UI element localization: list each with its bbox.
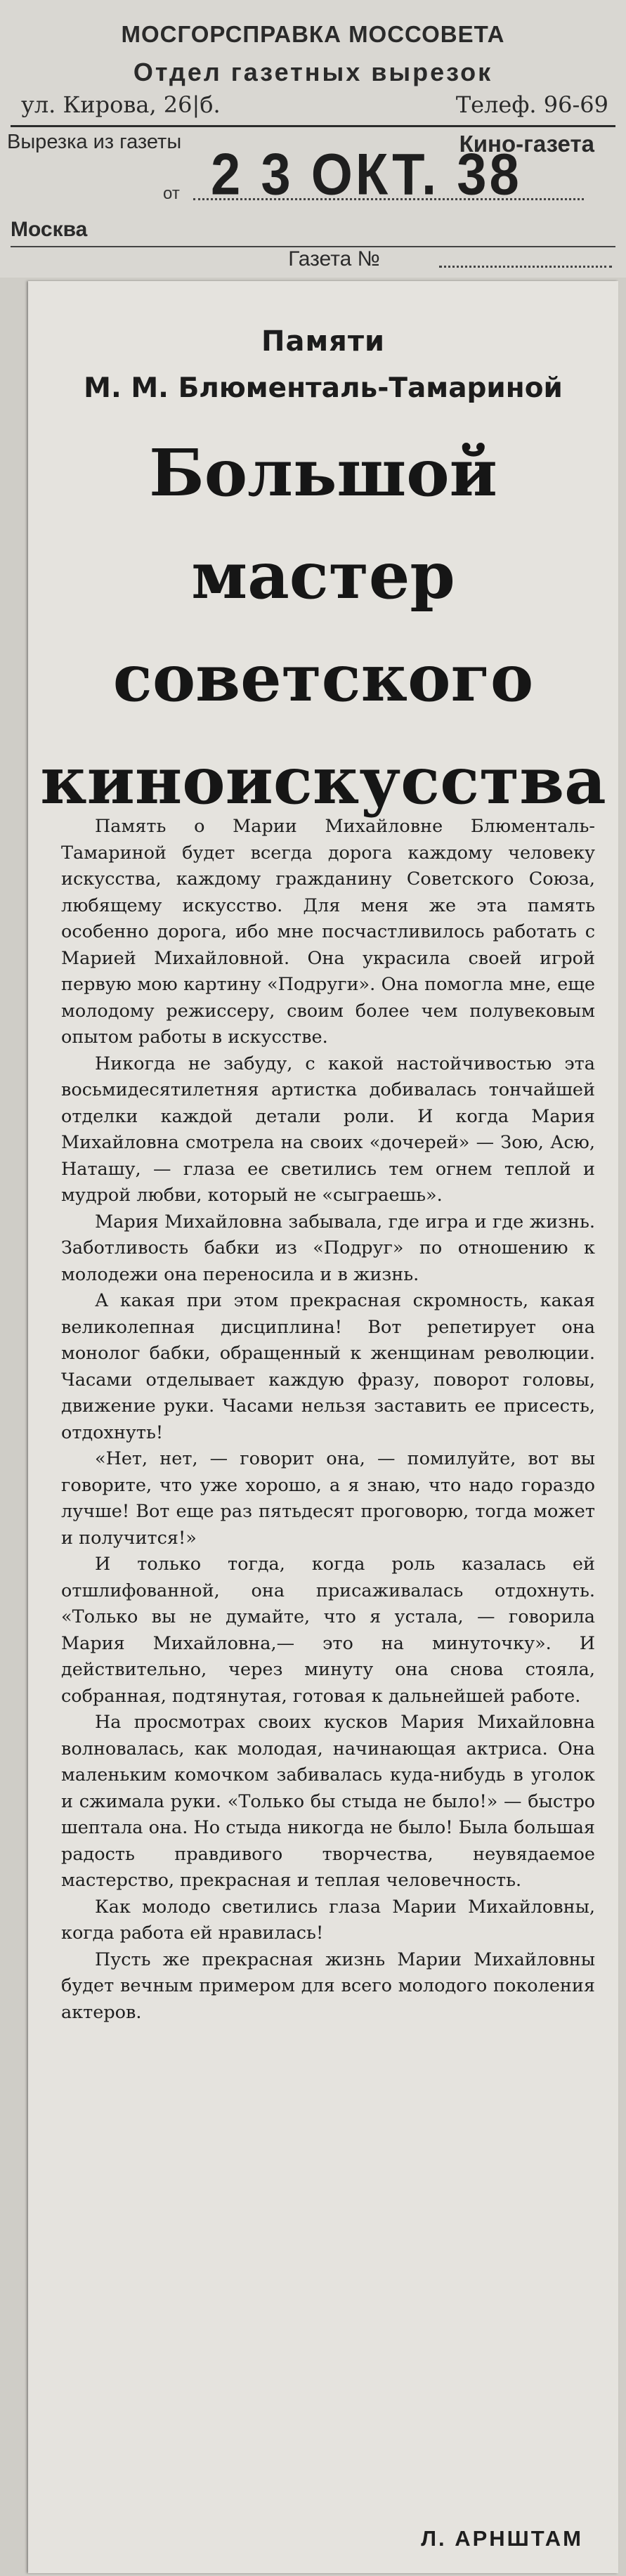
issue-label: Газета №	[288, 247, 380, 271]
date-stamp: 2 3 ОКТ. 38	[211, 141, 522, 208]
paragraph: Мария Михайловна забывала, где игра и где жизнь. Заботливость бабки из «Подруг» по отношению к молодежи она переносила и в жизнь.	[61, 1211, 595, 1285]
date-prefix: от	[163, 184, 180, 203]
paragraph: Никогда не забуду, с какой настойчивостью эта восьмидесятилетняя артистка добивалась тончайшей отделки каждой детали роли. И когда Мария Михайловна смотрела на своих «дочерей» — Зою, Асю, Наташу, — глаза ее светились тем огнем теплой и мудрой любви, который не «сыграешь».	[61, 1053, 595, 1206]
author-signature: Л. АРНШТАМ	[421, 2526, 583, 2551]
paragraph: И только тогда, когда роль казалась ей отшлифованной, она присаживалась отдохнуть. «Только вы не думайте, что я устала, — говорила Мария Михайловна,— это на минуточку». И действительно, через минуту она снова стояла, собранная, подтянутая, готовая к дальнейшей работе.	[61, 1554, 595, 1707]
bureau-department: Отдел газетных вырезок	[133, 58, 493, 86]
article-kicker: Памяти	[261, 325, 386, 358]
bureau-address: ул. Кирова, 26|б.	[21, 91, 221, 118]
paragraph: Пусть же прекрасная жизнь Марии Михайловны будет вечным примером для всего молодого поколения актеров.	[61, 1949, 595, 2023]
clipping-bureau-stamp	[0, 0, 626, 278]
paragraph: На просмотрах своих кусков Мария Михайловна волновалась, как молодая, начинающая актриса. Она маленьким комочком забивалась куда-нибудь в уголок и сжимала руки. «Только бы стыда не было!» — быстро шептала она. Но стыда никогда не было! Была большая радость правдивого творчества, неувядаемое мастерство, прекрасная и теплая человечность.	[61, 1712, 595, 1891]
bureau-phone: Телеф. 96-69	[455, 91, 608, 118]
city: Москва	[11, 218, 88, 241]
issue-dotted-line	[439, 266, 612, 268]
paragraph: «Нет, нет, — говорит она, — помилуйте, вот вы говорите, что уже хорошо, а я знаю, что надо гораздо лучше! Вот еще раз пятьдесят проговорю, тогда может и получится!»	[61, 1448, 595, 1549]
article-body	[61, 814, 595, 2026]
paragraph: А какая при этом прекрасная скромность, какая великолепная дисциплина! Вот репетирует она монолог бабки, обращенный к женщинам революции. Часами отделывает каждую фразу, поворот головы, движение руки. Часами нельзя заставить ее присесть, отдохнуть!	[61, 1290, 595, 1443]
article-headline: Большой мастер советского киноискусства	[40, 435, 606, 819]
clipping-label: Вырезка из газеты	[7, 131, 182, 153]
bureau-name: МОСГОРСПРАВКА МОССОВЕТА	[121, 21, 505, 47]
article-kicker-name: М. М. Блюменталь-Тамариной	[84, 372, 563, 404]
divider	[11, 125, 615, 127]
paragraph: Как молодо светились глаза Марии Михайловны, когда работа ей нравилась!	[61, 1896, 595, 1944]
article-clipping	[28, 281, 618, 2573]
newspaper-name: Кино-газета	[459, 131, 594, 157]
bureau-contact-line	[21, 91, 608, 118]
paragraph: Память о Марии Михайловне Блюменталь-Тамариной будет всегда дорога каждому человеку искусства, каждому гражданину Советского Союза, любящему искусство. Для меня же эта память особенно дорога, ибо мне посчастливилось работать с Марией Михайловной. Она украсила своей игрой первую мою картину «Подруги». Она помогла мне, еще молодому режиссеру, своим более чем полувековым опытом работы в искусстве.	[61, 816, 595, 1048]
